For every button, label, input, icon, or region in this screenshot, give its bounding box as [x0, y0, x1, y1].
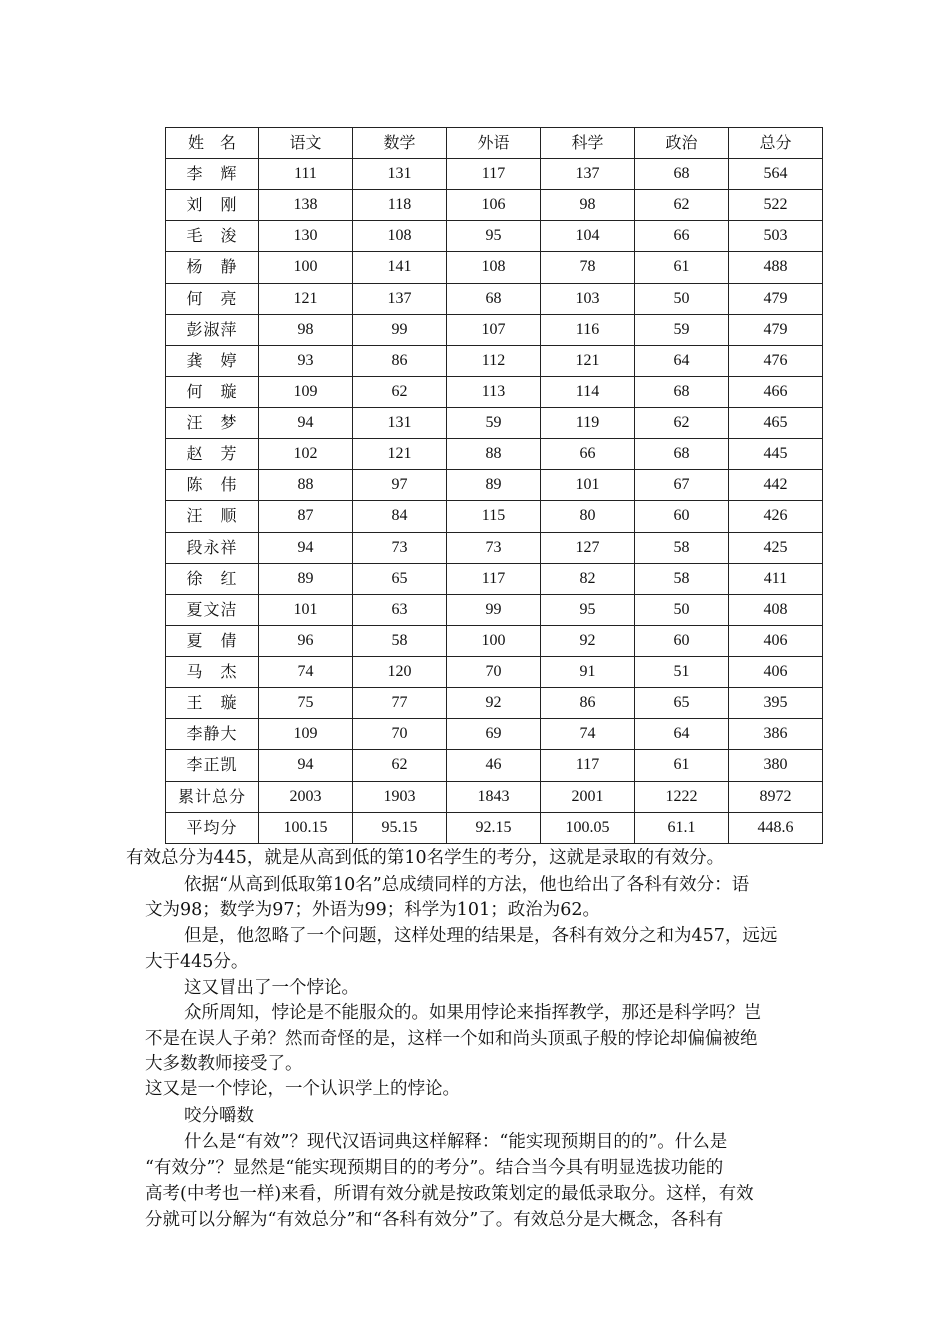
score-cell: 62 [635, 408, 729, 439]
score-cell: 106 [447, 190, 541, 221]
score-cell: 121 [259, 283, 353, 314]
score-cell: 116 [541, 314, 635, 345]
table-row [166, 408, 823, 439]
score-cell: 406 [729, 657, 823, 688]
student-name-cell: 彭淑萍 [166, 314, 259, 345]
table-row [166, 221, 823, 252]
score-cell: 74 [541, 719, 635, 750]
score-cell: 77 [353, 688, 447, 719]
score-cell: 61 [635, 252, 729, 283]
score-cell: 89 [259, 563, 353, 594]
score-cell: 102 [259, 439, 353, 470]
score-cell: 386 [729, 719, 823, 750]
score-cell: 99 [447, 594, 541, 625]
score-cell: 130 [259, 221, 353, 252]
student-name-cell: 刘 刚 [166, 190, 259, 221]
score-cell: 86 [353, 345, 447, 376]
score-cell: 70 [447, 657, 541, 688]
student-name-cell: 何 亮 [166, 283, 259, 314]
header-politics: 政治 [635, 128, 729, 159]
student-name-cell: 龚 婷 [166, 345, 259, 376]
student-name-cell: 杨 静 [166, 252, 259, 283]
score-cell: 78 [541, 252, 635, 283]
score-cell: 66 [541, 439, 635, 470]
score-cell: 408 [729, 594, 823, 625]
paragraph-line: 大于445分。 [145, 952, 249, 972]
student-name-cell: 夏 倩 [166, 625, 259, 656]
score-cell: 1222 [635, 781, 729, 812]
score-cell: 2003 [259, 781, 353, 812]
score-cell: 411 [729, 563, 823, 594]
score-cell: 87 [259, 501, 353, 532]
summary-row [166, 812, 823, 843]
score-cell: 395 [729, 688, 823, 719]
score-cell: 99 [353, 314, 447, 345]
score-cell: 1843 [447, 781, 541, 812]
summary-label-cell: 累计总分 [166, 781, 259, 812]
score-cell: 465 [729, 408, 823, 439]
score-cell: 97 [353, 470, 447, 501]
score-cell: 107 [447, 314, 541, 345]
score-cell: 50 [635, 283, 729, 314]
score-cell: 131 [353, 408, 447, 439]
score-cell: 114 [541, 376, 635, 407]
score-cell: 1903 [353, 781, 447, 812]
score-cell: 488 [729, 252, 823, 283]
score-cell: 93 [259, 345, 353, 376]
table-row [166, 750, 823, 781]
header-name: 姓 名 [166, 128, 259, 159]
header-science: 科学 [541, 128, 635, 159]
score-cell: 64 [635, 719, 729, 750]
summary-label-cell: 平均分 [166, 812, 259, 843]
score-cell: 68 [635, 376, 729, 407]
student-name-cell: 陈 伟 [166, 470, 259, 501]
table-row [166, 159, 823, 190]
summary-row [166, 781, 823, 812]
score-cell: 100.05 [541, 812, 635, 843]
student-name-cell: 王 璇 [166, 688, 259, 719]
student-name-cell: 李正凯 [166, 750, 259, 781]
score-cell: 120 [353, 657, 447, 688]
student-name-cell: 何 璇 [166, 376, 259, 407]
score-cell: 109 [259, 376, 353, 407]
student-name-cell: 徐 红 [166, 563, 259, 594]
score-cell: 98 [259, 314, 353, 345]
score-cell: 104 [541, 221, 635, 252]
table-row [166, 190, 823, 221]
score-cell: 66 [635, 221, 729, 252]
score-cell: 137 [353, 283, 447, 314]
score-cell: 111 [259, 159, 353, 190]
score-cell: 94 [259, 750, 353, 781]
score-cell: 91 [541, 657, 635, 688]
table-row [166, 314, 823, 345]
table-row [166, 376, 823, 407]
score-cell: 117 [447, 563, 541, 594]
table-row [166, 439, 823, 470]
score-cell: 88 [447, 439, 541, 470]
score-cell: 59 [447, 408, 541, 439]
score-cell: 108 [447, 252, 541, 283]
score-cell: 117 [541, 750, 635, 781]
score-cell: 69 [447, 719, 541, 750]
score-cell: 445 [729, 439, 823, 470]
paragraph-line: 什么是“有效”？现代汉语词典这样解释：“能实现预期目的的”。什么是 [184, 1132, 728, 1152]
score-cell: 74 [259, 657, 353, 688]
score-cell: 503 [729, 221, 823, 252]
score-cell: 95 [541, 594, 635, 625]
score-cell: 522 [729, 190, 823, 221]
score-cell: 50 [635, 594, 729, 625]
score-cell: 138 [259, 190, 353, 221]
score-cell: 121 [353, 439, 447, 470]
paragraph-line: 大多数教师接受了。 [145, 1054, 303, 1074]
score-table [165, 127, 823, 844]
score-cell: 95 [447, 221, 541, 252]
score-cell: 406 [729, 625, 823, 656]
student-name-cell: 汪 顺 [166, 501, 259, 532]
header-english: 外语 [447, 128, 541, 159]
table-row [166, 345, 823, 376]
score-cell: 92 [447, 688, 541, 719]
score-cell: 100 [259, 252, 353, 283]
score-cell: 127 [541, 532, 635, 563]
header-math: 数学 [353, 128, 447, 159]
table-row [166, 563, 823, 594]
score-cell: 75 [259, 688, 353, 719]
table-row [166, 625, 823, 656]
score-cell: 113 [447, 376, 541, 407]
score-cell: 442 [729, 470, 823, 501]
score-cell: 61.1 [635, 812, 729, 843]
paragraph-line: 但是，他忽略了一个问题，这样处理的结果是，各科有效分之和为457，远远 [184, 926, 778, 946]
table-row [166, 657, 823, 688]
score-cell: 117 [447, 159, 541, 190]
score-cell: 80 [541, 501, 635, 532]
score-cell: 380 [729, 750, 823, 781]
paragraph-line: 高考(中考也一样)来看，所谓有效分就是按政策划定的最低录取分。这样，有效 [145, 1184, 754, 1204]
score-cell: 73 [353, 532, 447, 563]
score-cell: 61 [635, 750, 729, 781]
score-cell: 65 [635, 688, 729, 719]
score-cell: 62 [353, 376, 447, 407]
score-cell: 137 [541, 159, 635, 190]
score-cell: 119 [541, 408, 635, 439]
header-total: 总分 [729, 128, 823, 159]
paragraph-line: 依据“从高到低取第10名”总成绩同样的方法，他也给出了各科有效分：语 [184, 875, 750, 895]
score-cell: 65 [353, 563, 447, 594]
score-cell: 73 [447, 532, 541, 563]
score-cell: 62 [353, 750, 447, 781]
score-cell: 89 [447, 470, 541, 501]
score-cell: 62 [635, 190, 729, 221]
score-cell: 46 [447, 750, 541, 781]
score-cell: 82 [541, 563, 635, 594]
table-row [166, 283, 823, 314]
score-cell: 92.15 [447, 812, 541, 843]
score-cell: 95.15 [353, 812, 447, 843]
score-cell: 92 [541, 625, 635, 656]
score-cell: 115 [447, 501, 541, 532]
table-row [166, 594, 823, 625]
score-cell: 68 [447, 283, 541, 314]
score-cell: 59 [635, 314, 729, 345]
score-cell: 101 [541, 470, 635, 501]
student-name-cell: 毛 浚 [166, 221, 259, 252]
score-cell: 141 [353, 252, 447, 283]
paragraph-line: 这又是一个悖论，一个认识学上的悖论。 [145, 1079, 460, 1099]
score-cell: 479 [729, 314, 823, 345]
score-cell: 68 [635, 439, 729, 470]
score-cell: 564 [729, 159, 823, 190]
student-name-cell: 段永祥 [166, 532, 259, 563]
score-cell: 112 [447, 345, 541, 376]
score-cell: 479 [729, 283, 823, 314]
score-cell: 51 [635, 657, 729, 688]
paragraph-line: 这又冒出了一个悖论。 [184, 978, 359, 998]
score-cell: 476 [729, 345, 823, 376]
score-cell: 2001 [541, 781, 635, 812]
paragraph-line: 文为98；数学为97；外语为99；科学为101；政治为62。 [145, 900, 600, 920]
score-cell: 64 [635, 345, 729, 376]
score-cell: 86 [541, 688, 635, 719]
table-row [166, 501, 823, 532]
student-name-cell: 马 杰 [166, 657, 259, 688]
score-cell: 426 [729, 501, 823, 532]
score-cell: 121 [541, 345, 635, 376]
score-cell: 67 [635, 470, 729, 501]
score-cell: 108 [353, 221, 447, 252]
paragraph-line: “有效分”？显然是“能实现预期目的的考分”。结合当今具有明显选拔功能的 [145, 1158, 724, 1178]
score-cell: 70 [353, 719, 447, 750]
score-cell: 84 [353, 501, 447, 532]
score-cell: 58 [635, 563, 729, 594]
student-name-cell: 夏文洁 [166, 594, 259, 625]
score-cell: 109 [259, 719, 353, 750]
table-row [166, 470, 823, 501]
paragraph-line: 分就可以分解为“有效总分”和“各科有效分”了。有效总分是大概念，各科有 [145, 1210, 724, 1230]
score-cell: 96 [259, 625, 353, 656]
score-cell: 60 [635, 625, 729, 656]
student-name-cell: 赵 芳 [166, 439, 259, 470]
table-row [166, 252, 823, 283]
paragraph-line: 有效总分为445，就是从高到低的第10名学生的考分，这就是录取的有效分。 [126, 848, 725, 868]
score-cell: 103 [541, 283, 635, 314]
table-header-row [166, 128, 823, 159]
score-cell: 94 [259, 532, 353, 563]
header-chinese: 语文 [259, 128, 353, 159]
score-cell: 94 [259, 408, 353, 439]
score-cell: 448.6 [729, 812, 823, 843]
score-cell: 88 [259, 470, 353, 501]
score-cell: 100 [447, 625, 541, 656]
score-cell: 60 [635, 501, 729, 532]
student-name-cell: 李静大 [166, 719, 259, 750]
score-cell: 98 [541, 190, 635, 221]
score-cell: 425 [729, 532, 823, 563]
table-row [166, 532, 823, 563]
score-cell: 68 [635, 159, 729, 190]
score-cell: 8972 [729, 781, 823, 812]
table-row [166, 688, 823, 719]
score-cell: 58 [353, 625, 447, 656]
student-name-cell: 李 辉 [166, 159, 259, 190]
score-cell: 466 [729, 376, 823, 407]
section-heading: 咬分嚼数 [184, 1106, 254, 1126]
table-row [166, 719, 823, 750]
paragraph-line: 众所周知，悖论是不能服众的。如果用悖论来指挥教学，那还是科学吗？岂 [184, 1003, 762, 1023]
score-cell: 118 [353, 190, 447, 221]
score-cell: 63 [353, 594, 447, 625]
student-name-cell: 汪 梦 [166, 408, 259, 439]
score-cell: 131 [353, 159, 447, 190]
paragraph-line: 不是在误人子弟？然而奇怪的是，这样一个如和尚头顶虱子般的悖论却偏偏被绝 [145, 1029, 758, 1049]
score-cell: 101 [259, 594, 353, 625]
score-cell: 58 [635, 532, 729, 563]
score-cell: 100.15 [259, 812, 353, 843]
